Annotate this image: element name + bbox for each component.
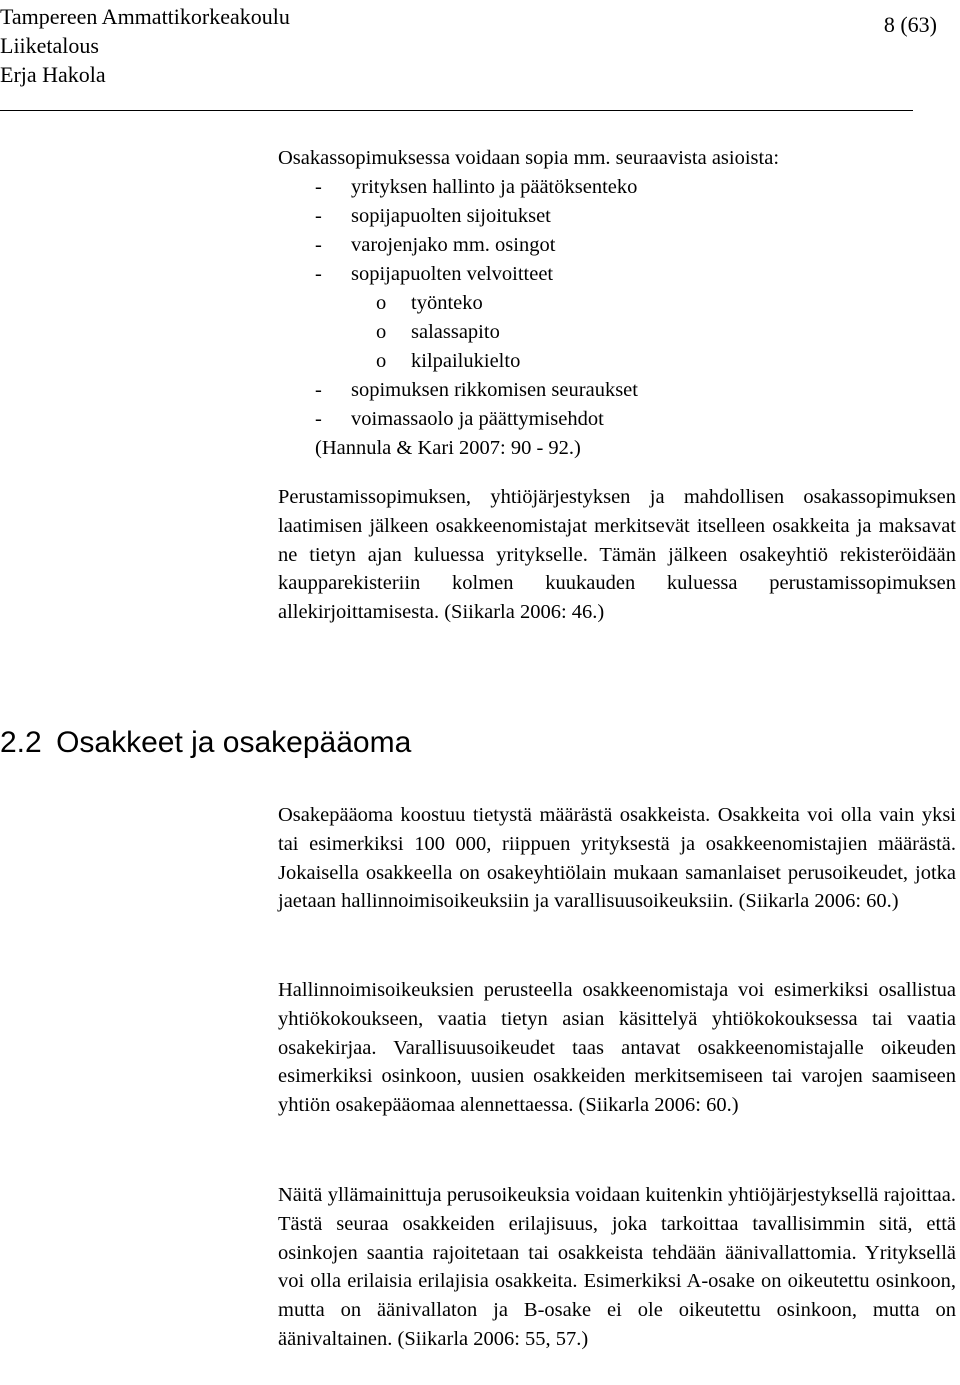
header-author: Erja Hakola — [0, 62, 106, 87]
list-item: sopimuksen rikkomisen seuraukset — [351, 379, 638, 401]
sublist-bullet: o — [376, 321, 387, 343]
list-item: sopijapuolten sijoitukset — [351, 205, 551, 227]
page-header — [0, 0, 960, 110]
header-department: Liiketalous — [0, 33, 99, 58]
list-bullet: - — [315, 263, 322, 285]
list-item: yrityksen hallinto ja päätöksenteko — [351, 176, 638, 198]
agreement-citation: (Hannula & Kari 2007: 90 - 92.) — [315, 437, 581, 459]
section-number: 2.2 — [0, 726, 42, 759]
list-item: sopijapuolten velvoitteet — [351, 263, 554, 285]
list-item: varojenjako mm. osingot — [351, 234, 556, 256]
founding-paragraph: Perustamissopimuksen, yhtiöjärjestyksen ja mahdollisen osakassopimuksen laatimisen jälkeen osakkeenomistajat merkitsevät itselleen osakkeita ja maksavat ne tietyn ajan kuluessa yritykselle. Tämän jälkeen osakeyhtiö rekisteröidään kaupparekisteriin kolmen kuukauden kuluessa perustamissopimuksen allekirjoittamisesta. (Siikarla 2006: 46.) — [278, 486, 956, 624]
section-title: Osakkeet ja osakepääoma — [56, 726, 412, 759]
governance-rights-paragraph: Hallinnoimisoikeuksien perusteella osakkeenomistaja voi esimerkiksi osallistua yhtiökokoukseen, vaatia tietyn asian käsittelyä yhtiökokouksessa tai vaatia osakekirjaa. Varallisuusoikeudet taas antavat osakkeenomistajalle oikeuden esimerkiksi osinkoon, uusien osakkeiden merkitsemiseen tai varojen saamiseen yhtiön osakepääomaa alennettaessa. (Siikarla 2006: 60.) — [278, 979, 956, 1117]
list-item: voimassaolo ja päättymisehdot — [351, 408, 604, 430]
sublist-item: salassapito — [411, 321, 500, 343]
section-heading — [0, 723, 411, 763]
page-number: 8 (63) — [883, 12, 937, 37]
list-bullet: - — [315, 205, 322, 227]
share-capital-paragraph: Osakepääoma koostuu tietystä määrästä osakkeista. Osakkeita voi olla vain yksi tai esimerkiksi 100 000, riippuen yrityksestä ja osakkeenomistajien määrästä. Jokaisella osakkeella on osakeyhtiölain mukaan samanlaiset perusoikeudet, jotka jaetaan hallinnoimisoikeuksiin ja varallisuusoikeuksiin. (Siikarla 2006: 60.) — [278, 804, 956, 913]
sublist-item: kilpailukielto — [411, 350, 521, 372]
list-bullet: - — [315, 408, 322, 430]
restrictions-paragraph: Näitä yllämainittuja perusoikeuksia voidaan kuitenkin yhtiöjärjestyksellä rajoittaa. Tästä seuraa osakkeiden erilajisuus, joka tarkoittaa tavallisimmin sitä, että osinkojen saantia rajoitetaan tai osakkeista tehdään äänivallattomia. Yrityksellä voi olla erilaisia erilajisia osakkeita. Esimerkiksi A-osake on oikeutettu osinkoon, mutta on äänivallaton ja B-osake ei ole oikeutettu osinkoon, mutta on äänivaltainen. (Siikarla 2006: 55, 57.) — [278, 1184, 956, 1350]
sublist-item: työnteko — [411, 292, 483, 314]
list-bullet: - — [315, 234, 322, 256]
sublist-bullet: o — [376, 292, 387, 314]
sublist-bullet: o — [376, 350, 387, 372]
header-divider — [0, 110, 913, 111]
list-bullet: - — [315, 176, 322, 198]
agreement-intro: Osakassopimuksessa voidaan sopia mm. seuraavista asioista: — [278, 147, 780, 169]
list-bullet: - — [315, 379, 322, 401]
header-institution: Tampereen Ammattikorkeakoulu — [0, 4, 290, 29]
